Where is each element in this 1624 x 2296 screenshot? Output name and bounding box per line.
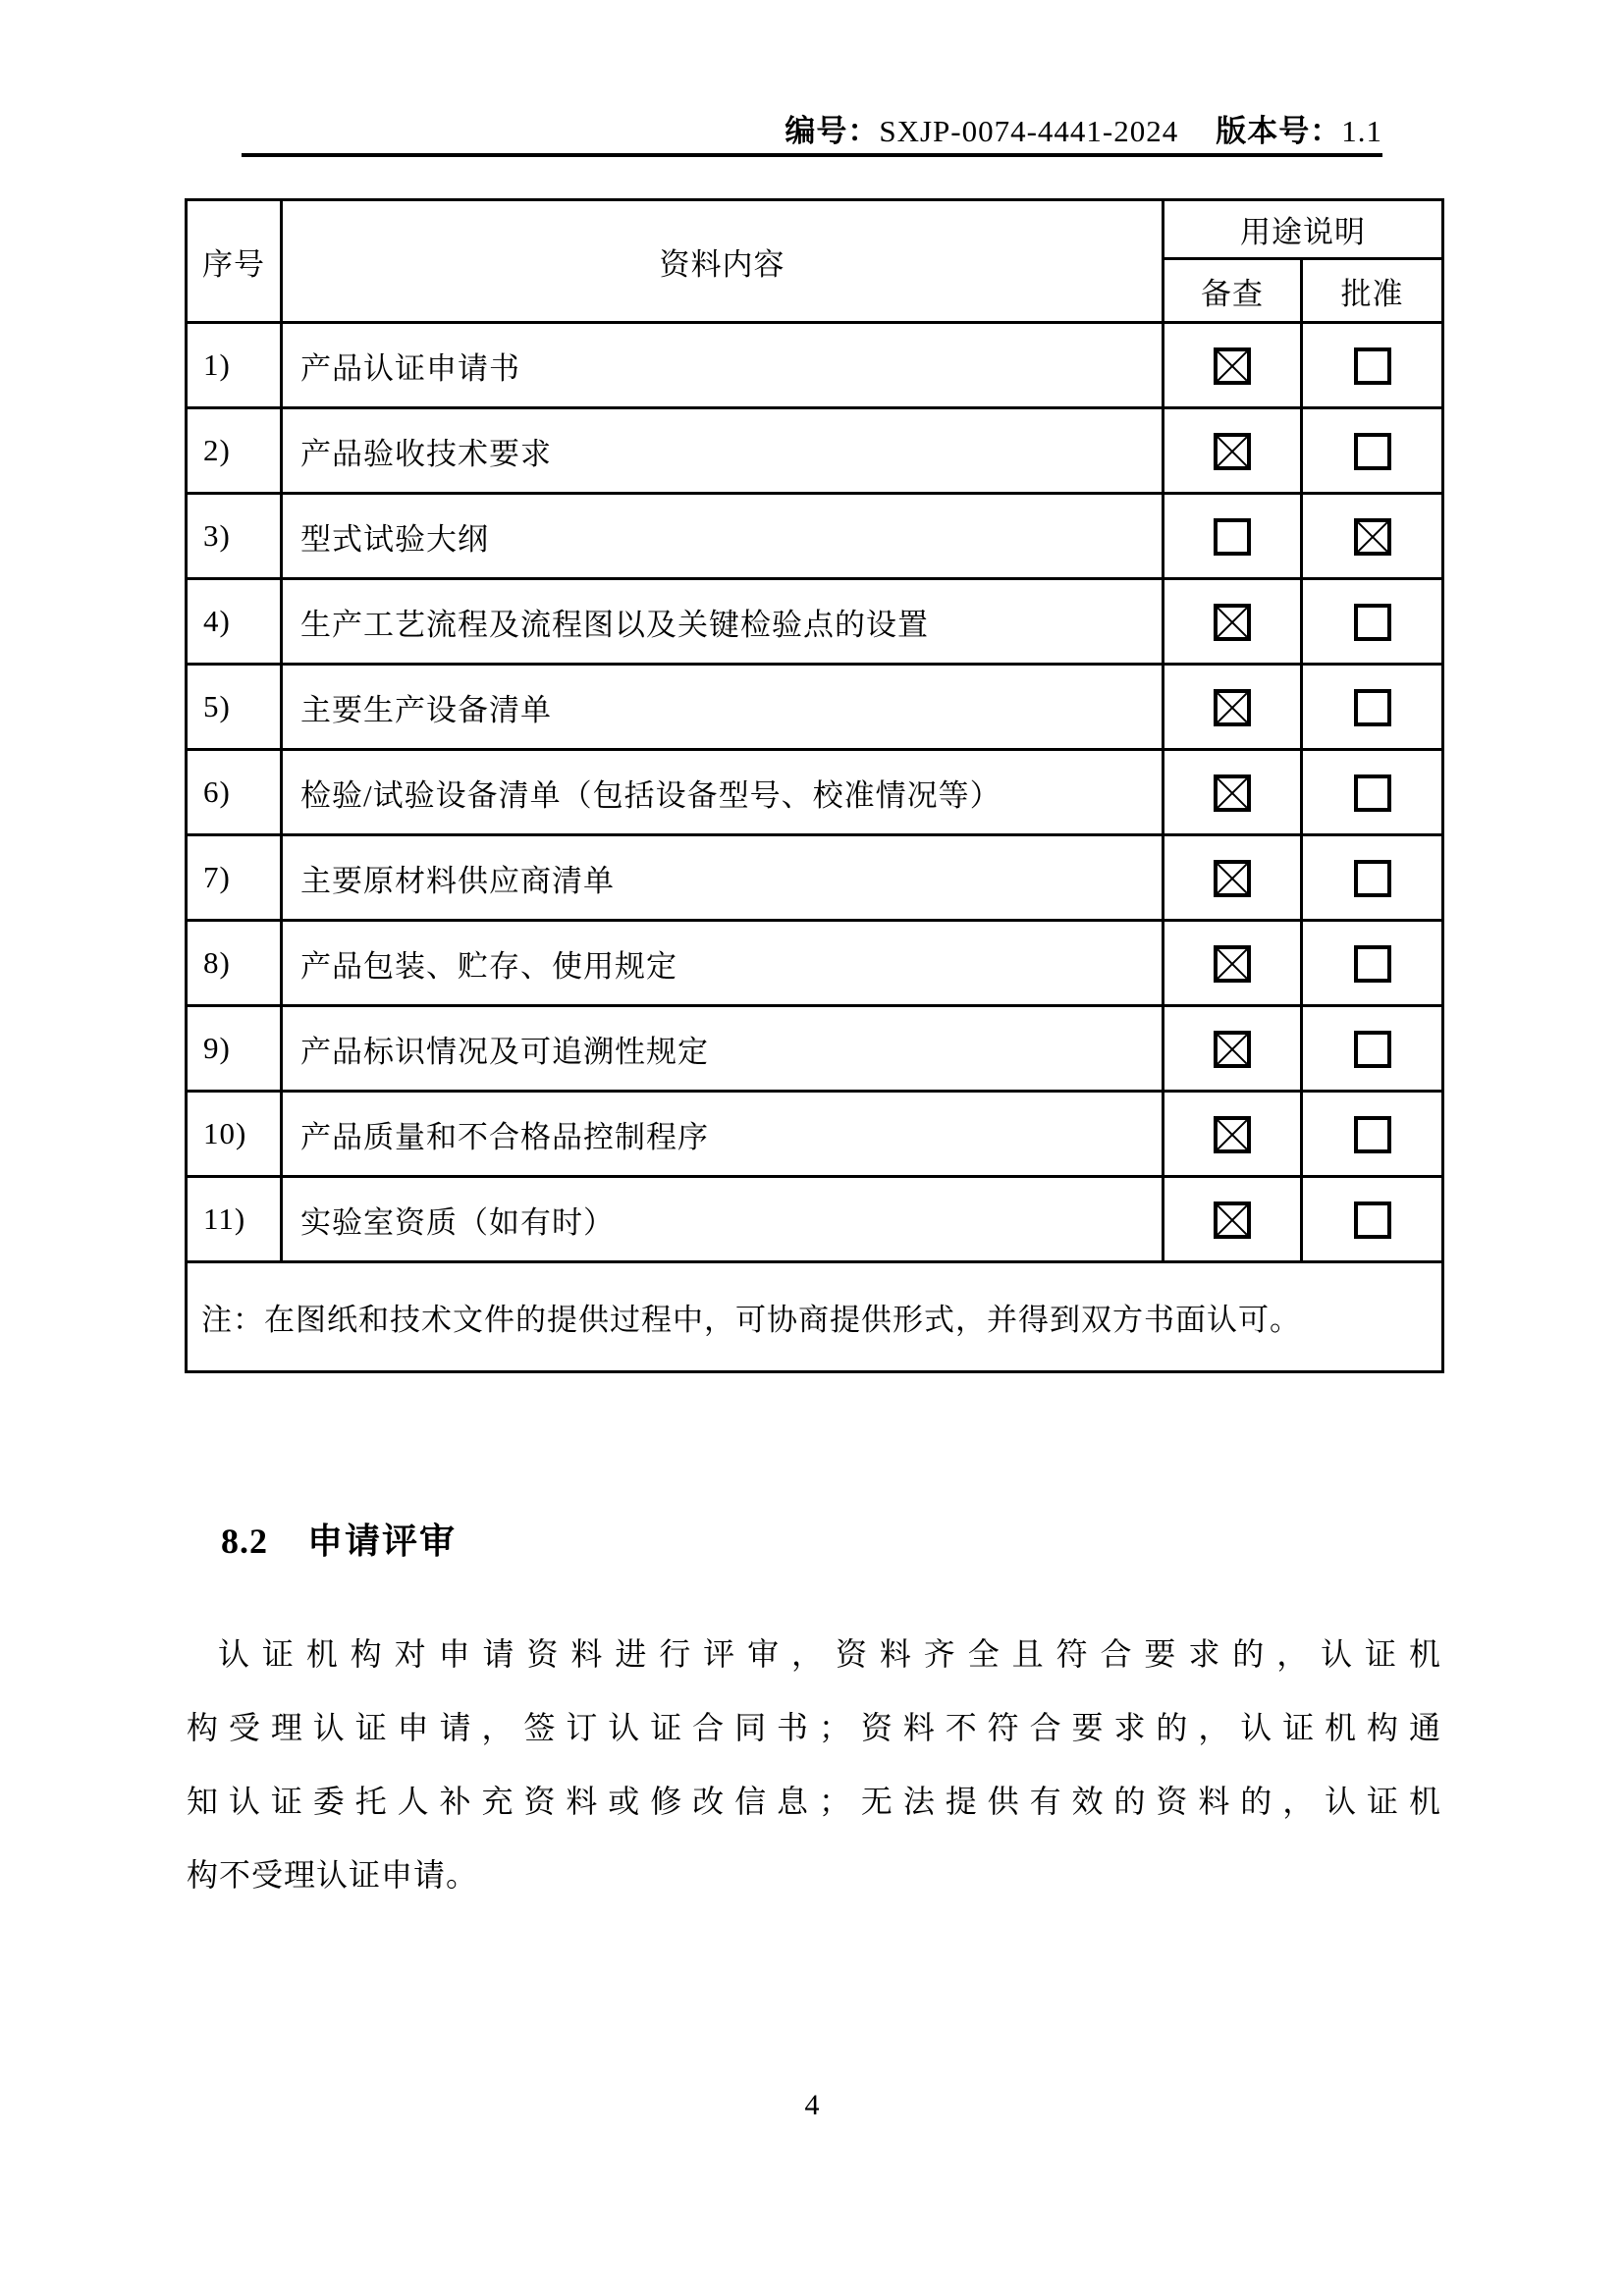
row-content-cell: 主要原材料供应商清单 (282, 835, 1164, 921)
reference-checkbox-cell (1164, 835, 1302, 921)
checkbox-checked-icon (1214, 604, 1251, 641)
checkbox-checked-icon (1354, 518, 1391, 556)
reference-checkbox-cell (1164, 921, 1302, 1006)
col-header-content: 资料内容 (282, 200, 1164, 323)
checkbox-unchecked-icon (1354, 604, 1391, 641)
col-header-approval: 批准 (1302, 259, 1443, 323)
table-row (187, 323, 1443, 408)
row-index-cell: 9) (187, 1006, 282, 1092)
reference-checkbox-cell (1164, 1006, 1302, 1092)
table-row (187, 1006, 1443, 1092)
approval-checkbox-cell (1302, 323, 1443, 408)
table-row (187, 665, 1443, 750)
approval-checkbox-cell (1302, 579, 1443, 665)
approval-checkbox-cell (1302, 1006, 1443, 1092)
table-row (187, 921, 1443, 1006)
section-number: 8.2 (221, 1522, 268, 1561)
checkbox-checked-icon (1214, 1201, 1251, 1239)
row-index-cell: 5) (187, 665, 282, 750)
checkbox-unchecked-icon (1214, 518, 1251, 556)
table-row (187, 579, 1443, 665)
checkbox-unchecked-icon (1354, 1031, 1391, 1068)
reference-checkbox-cell (1164, 494, 1302, 579)
table-row (187, 408, 1443, 494)
row-index-cell: 4) (187, 579, 282, 665)
page-header (785, 106, 1382, 150)
approval-checkbox-cell (1302, 1177, 1443, 1262)
row-index-cell: 8) (187, 921, 282, 1006)
table-header-row-1 (187, 200, 1443, 259)
row-content-cell: 产品包装、贮存、使用规定 (282, 921, 1164, 1006)
checkbox-checked-icon (1214, 1031, 1251, 1068)
note-row (187, 1262, 1443, 1372)
section-heading (221, 1514, 457, 1564)
row-index-cell: 2) (187, 408, 282, 494)
checkbox-unchecked-icon (1354, 689, 1391, 726)
row-index-cell: 7) (187, 835, 282, 921)
section-title: 申请评审 (307, 1522, 458, 1561)
approval-checkbox-cell (1302, 494, 1443, 579)
table-row (187, 750, 1443, 835)
row-content-cell: 检验/试验设备清单（包括设备型号、校准情况等） (282, 750, 1164, 835)
approval-checkbox-cell (1302, 1092, 1443, 1177)
checkbox-checked-icon (1214, 774, 1251, 812)
paragraph-line: 认证机构对申请资料进行评审，资料齐全且符合要求的，认证机 (218, 1636, 1441, 1672)
table-row (187, 1177, 1443, 1262)
table-row (187, 835, 1443, 921)
checkbox-unchecked-icon (1354, 945, 1391, 983)
approval-checkbox-cell (1302, 665, 1443, 750)
checkbox-checked-icon (1214, 347, 1251, 385)
checkbox-unchecked-icon (1354, 433, 1391, 470)
checkbox-checked-icon (1214, 860, 1251, 897)
col-header-reference: 备查 (1164, 259, 1302, 323)
table-row (187, 494, 1443, 579)
checkbox-unchecked-icon (1354, 860, 1391, 897)
row-content-cell: 生产工艺流程及流程图以及关键检验点的设置 (282, 579, 1164, 665)
header-rule-divider (242, 153, 1382, 157)
approval-checkbox-cell (1302, 750, 1443, 835)
row-content-cell: 实验室资质（如有时） (282, 1177, 1164, 1262)
paragraph-line: 知认证委托人补充资料或修改信息；无法提供有效的资料的，认证机 (187, 1784, 1441, 1819)
checkbox-unchecked-icon (1354, 774, 1391, 812)
materials-table (185, 198, 1444, 1373)
version-label: 版本号： (1216, 114, 1342, 148)
reference-checkbox-cell (1164, 323, 1302, 408)
row-index-cell: 1) (187, 323, 282, 408)
paragraph-line: 构受理认证申请，签订认证合同书；资料不符合要求的，认证机构通 (187, 1710, 1441, 1745)
row-content-cell: 产品质量和不合格品控制程序 (282, 1092, 1164, 1177)
row-index-cell: 10) (187, 1092, 282, 1177)
reference-checkbox-cell (1164, 1177, 1302, 1262)
checkbox-checked-icon (1214, 433, 1251, 470)
reference-checkbox-cell (1164, 665, 1302, 750)
row-content-cell: 产品标识情况及可追溯性规定 (282, 1006, 1164, 1092)
body-paragraph (187, 1618, 1441, 1912)
doc-number-value: SXJP-0074-4441-2024 (879, 114, 1179, 148)
reference-checkbox-cell (1164, 1092, 1302, 1177)
note-cell: 注：在图纸和技术文件的提供过程中，可协商提供形式，并得到双方书面认可。 (187, 1262, 1443, 1372)
row-content-cell: 主要生产设备清单 (282, 665, 1164, 750)
checkbox-checked-icon (1214, 1116, 1251, 1153)
checkbox-unchecked-icon (1354, 1201, 1391, 1239)
approval-checkbox-cell (1302, 835, 1443, 921)
approval-checkbox-cell (1302, 921, 1443, 1006)
reference-checkbox-cell (1164, 579, 1302, 665)
checkbox-checked-icon (1214, 945, 1251, 983)
version-value: 1.1 (1341, 114, 1382, 148)
doc-number-label: 编号： (785, 114, 880, 148)
checkbox-unchecked-icon (1354, 347, 1391, 385)
page-number: 4 (804, 2089, 820, 2121)
col-header-index: 序号 (187, 200, 282, 323)
reference-checkbox-cell (1164, 750, 1302, 835)
checkbox-checked-icon (1214, 689, 1251, 726)
row-content-cell: 产品认证申请书 (282, 323, 1164, 408)
row-content-cell: 产品验收技术要求 (282, 408, 1164, 494)
row-index-cell: 11) (187, 1177, 282, 1262)
paragraph-line: 构不受理认证申请。 (187, 1857, 479, 1893)
col-header-usage: 用途说明 (1164, 200, 1443, 259)
row-content-cell: 型式试验大纲 (282, 494, 1164, 579)
checkbox-unchecked-icon (1354, 1116, 1391, 1153)
approval-checkbox-cell (1302, 408, 1443, 494)
reference-checkbox-cell (1164, 408, 1302, 494)
row-index-cell: 6) (187, 750, 282, 835)
table-row (187, 1092, 1443, 1177)
row-index-cell: 3) (187, 494, 282, 579)
